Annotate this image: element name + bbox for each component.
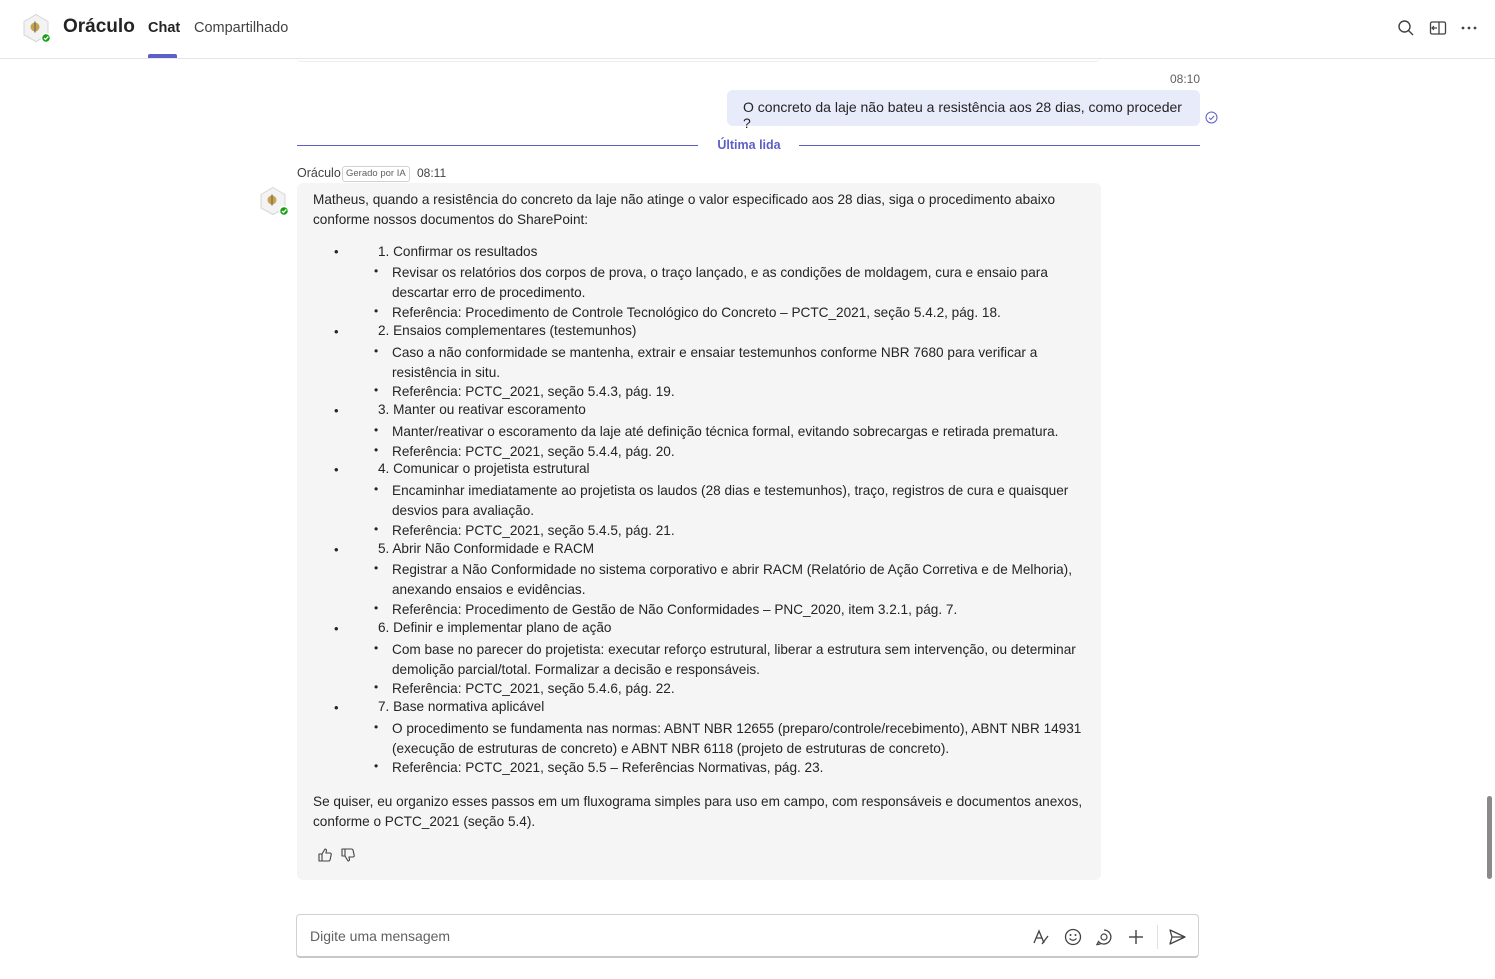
send-icon[interactable] (1167, 927, 1187, 947)
step-item: Registrar a Não Conformidade no sistema corporativo e abrir RACM (Relatório de Ação Corretiva e de Melhoria), anexando ensaios e evidências. (392, 562, 1072, 597)
list-bullet: • (374, 561, 379, 575)
step-item: Com base no parecer do projetista: executar reforço estrutural, liberar a estrutura sem intervenção, ou determinar demolição parcial/total. Formalizar a decisão e responsáveis. (392, 642, 1076, 677)
app-title: Oráculo (63, 16, 135, 37)
step-reference: Referência: PCTC_2021, seção 5.4.4, pág. 20. (392, 444, 675, 459)
list-bullet: • (374, 443, 379, 457)
divider-line-left (297, 145, 698, 146)
list-bullet: • (374, 641, 379, 655)
list-bullet: • (334, 403, 339, 418)
list-bullet: • (334, 324, 339, 339)
list-bullet: • (374, 720, 379, 734)
bot-message-bubble[interactable] (297, 183, 1101, 880)
more-options-icon[interactable] (1459, 18, 1479, 38)
loop-icon[interactable] (1094, 927, 1114, 947)
step-reference: Referência: Procedimento de Gestão de Não Conformidades – PNC_2020, item 3.2.1, pág. 7. (392, 602, 958, 617)
list-bullet: • (374, 423, 379, 437)
step-title: 2. Ensaios complementares (testemunhos) (378, 323, 637, 338)
scrollbar-thumb[interactable] (1487, 796, 1492, 879)
bot-intro: Matheus, quando a resistência do concreto da laje não atinge o valor especificado aos 28 dias, siga o procedimento abaixo conforme nossos documentos do SharePoint: (313, 192, 1056, 227)
bot-name: Oráculo (297, 166, 341, 180)
list-bullet: • (374, 680, 379, 694)
format-icon[interactable] (1031, 927, 1051, 947)
step-title: 5. Abrir Não Conformidade e RACM (378, 541, 595, 556)
top-bar (0, 0, 1495, 59)
divider-line-right (799, 145, 1200, 146)
message-composer (296, 914, 1199, 958)
user-message-time: 08:10 (1169, 72, 1200, 86)
add-icon[interactable] (1126, 927, 1146, 947)
list-bullet: • (374, 264, 379, 278)
emoji-icon[interactable] (1063, 927, 1083, 947)
app-avatar[interactable] (21, 13, 51, 43)
list-bullet: • (374, 304, 379, 318)
list-bullet: • (334, 244, 339, 259)
bot-message-time: 08:11 (417, 166, 447, 180)
step-item: Manter/reativar o escoramento da laje até definição técnica formal, evitando sobrecargas e retirada prematura. (392, 424, 1059, 439)
pop-out-icon[interactable] (1428, 18, 1448, 38)
active-tab-indicator (148, 54, 177, 58)
list-bullet: • (334, 542, 339, 557)
step-title: 7. Base normativa aplicável (378, 699, 545, 714)
bot-outro: Se quiser, eu organizo esses passos em um fluxograma simples para uso em campo, com responsáveis e documentos anexos, conforme o PCTC_2021 (seção 5.4). (313, 794, 1083, 829)
step-title: 3. Manter ou reativar escoramento (378, 402, 586, 417)
composer-separator (1157, 925, 1158, 949)
user-message-bubble[interactable]: O concreto da laje não bateu a resistência aos 28 dias, como proceder ? (727, 90, 1200, 126)
step-item: Revisar os relatórios dos corpos de prova, o traço lançado, e as condições de moldagem, cura e ensaio para descartar erro de procedimento. (392, 265, 1048, 300)
last-read-divider: Última lida (717, 138, 781, 152)
step-title: 1. Confirmar os resultados (378, 244, 538, 259)
list-bullet: • (374, 759, 379, 773)
list-bullet: • (334, 621, 339, 636)
read-receipt-icon (1205, 111, 1218, 124)
list-bullet: • (374, 601, 379, 615)
list-bullet: • (374, 344, 379, 358)
previous-message-edge (297, 58, 1100, 62)
list-bullet: • (334, 700, 339, 715)
list-bullet: • (334, 462, 339, 477)
step-item: Encaminhar imediatamente ao projetista os laudos (28 dias e testemunhos), traço, registros de cura e quaisquer desvios para avaliação. (392, 483, 1069, 518)
step-reference: Referência: PCTC_2021, seção 5.4.6, pág. 22. (392, 681, 675, 696)
step-reference: Referência: PCTC_2021, seção 5.4.3, pág. 19. (392, 384, 675, 399)
step-item: O procedimento se fundamenta nas normas: ABNT NBR 12655 (preparo/controle/recebimento), ABNT NBR 14931 (execução de estruturas de concreto) e ABNT NBR 6118 (projeto de estruturas de concreto). (392, 721, 1082, 756)
step-item: Caso a não conformidade se mantenha, extrair e ensaiar testemunhos conforme NBR 7680 para verificar a resistência in situ. (392, 345, 1038, 380)
list-bullet: • (374, 383, 379, 397)
step-title: 4. Comunicar o projetista estrutural (378, 461, 590, 476)
tab-compartilhado[interactable]: Compartilhado (194, 20, 289, 36)
thumbs-up-icon[interactable] (317, 847, 333, 863)
ai-generated-badge: Gerado por IA (342, 166, 410, 182)
message-input[interactable] (310, 926, 1010, 946)
tab-chat[interactable]: Chat (148, 20, 181, 36)
step-title: 6. Definir e implementar plano de ação (378, 620, 612, 635)
bot-avatar[interactable] (259, 186, 289, 216)
step-reference: Referência: PCTC_2021, seção 5.5 – Referências Normativas, pág. 23. (392, 760, 824, 775)
search-icon[interactable] (1396, 18, 1416, 38)
step-reference: Referência: Procedimento de Controle Tecnológico do Concreto – PCTC_2021, seção 5.4.2, pág. 18. (392, 305, 1001, 320)
step-reference: Referência: PCTC_2021, seção 5.4.5, pág. 21. (392, 523, 675, 538)
thumbs-down-icon[interactable] (340, 847, 356, 863)
list-bullet: • (374, 482, 379, 496)
list-bullet: • (374, 522, 379, 536)
